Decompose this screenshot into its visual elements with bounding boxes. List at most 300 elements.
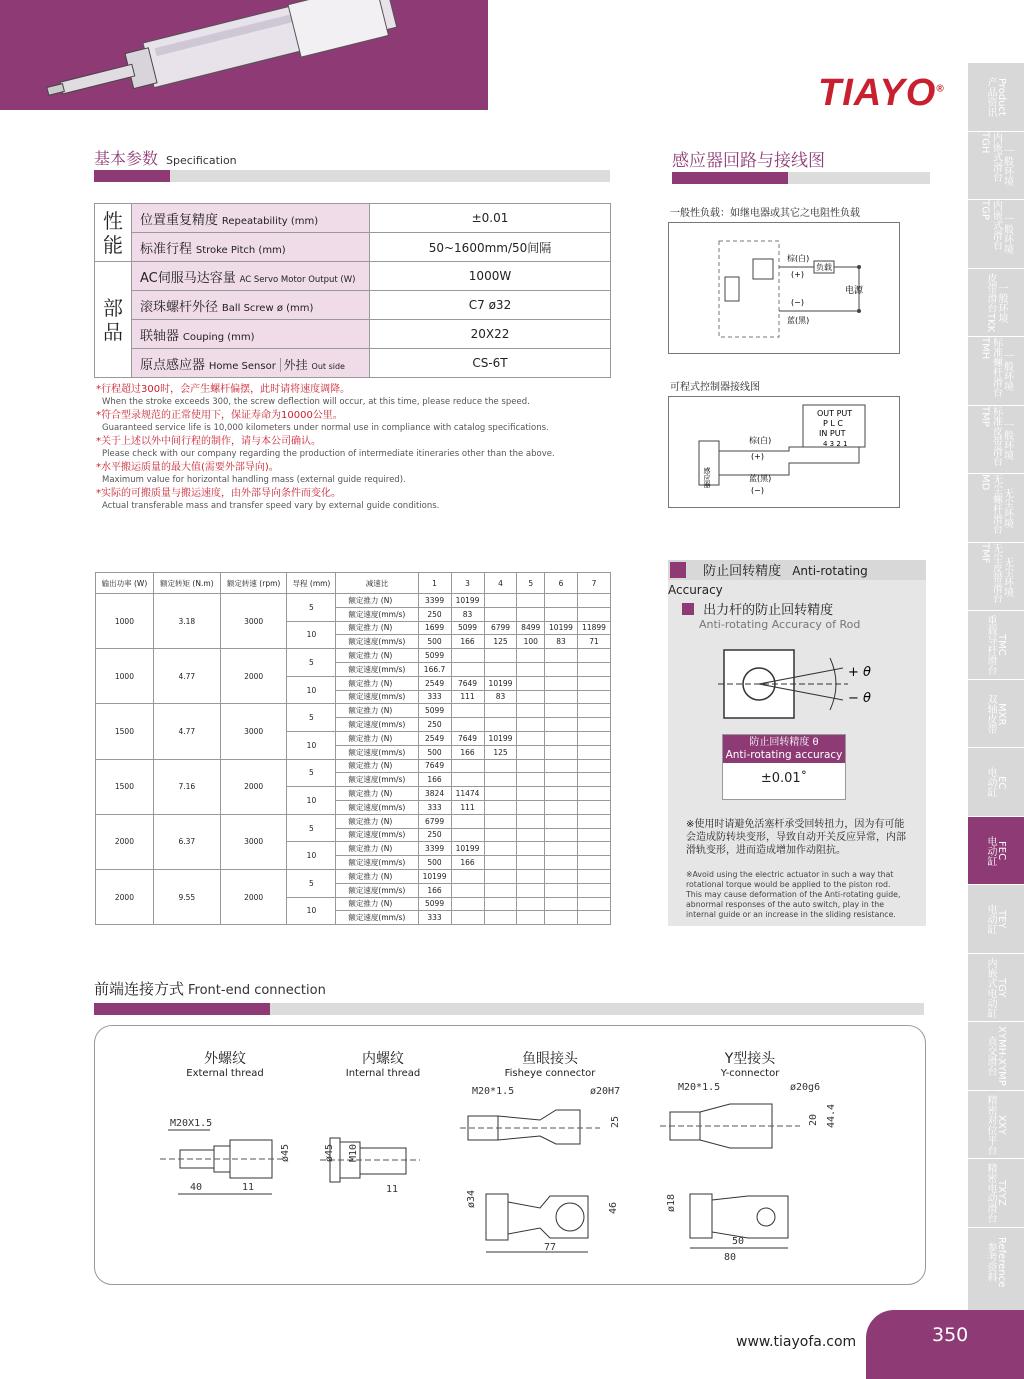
svg-text:(+): (+) <box>751 452 764 461</box>
svg-text:蓝(黑): 蓝(黑) <box>749 474 772 483</box>
spec-title-bar <box>94 170 610 182</box>
perf-cell-label: 额定推力 (N) <box>336 704 418 718</box>
perf-cell-value: 3399 <box>418 594 451 608</box>
perf-cell-value <box>484 814 517 828</box>
perf-cell-value: 7649 <box>418 759 451 773</box>
perf-cell-value <box>544 745 577 759</box>
side-tab-item[interactable] <box>968 336 1024 406</box>
perf-cell-value <box>484 828 517 842</box>
svg-text:40: 40 <box>190 1182 203 1193</box>
internal-thread-drawing <box>310 1110 430 1200</box>
perf-cell-value <box>577 759 610 773</box>
connector-title-internal: 内螺纹 Internal thread <box>345 1051 421 1079</box>
side-tab-label: 电动缸 <box>985 835 996 866</box>
svg-text:IN PUT: IN PUT <box>819 429 846 438</box>
svg-text:OUT PUT: OUT PUT <box>817 409 853 418</box>
perf-cell-value <box>544 800 577 814</box>
side-tab-label: 直交滑台 <box>985 1036 996 1077</box>
side-tab-item[interactable] <box>968 610 1024 680</box>
perf-cell-value <box>577 718 610 732</box>
side-tab-item[interactable] <box>968 199 1024 269</box>
note-item: *符合型录规范的正常使用下，保证寿命为10000公里。 Guaranteed service life is 10,000 kilometers under normal use in compliance with catalog specifications. <box>96 410 549 433</box>
side-tab-item[interactable] <box>968 268 1024 338</box>
perf-cell-value <box>577 607 610 621</box>
perf-cell-value <box>484 856 517 870</box>
svg-text:电源: 电源 <box>845 286 864 296</box>
perf-cell-value <box>451 911 484 925</box>
svg-text:ø45: ø45 <box>280 1143 291 1162</box>
spec-label: 位置重复精度 Repeatability (mm) <box>132 204 370 233</box>
perf-cell-value: 10199 <box>484 676 517 690</box>
side-tab-label: 无尘皮带滑台TMF <box>979 542 1002 603</box>
side-tab-label: 双轴皮带 <box>985 693 996 734</box>
perf-cell-value <box>544 814 577 828</box>
fisheye-connector-drawing <box>460 1082 630 1262</box>
side-tab-item[interactable] <box>968 1090 1024 1160</box>
perf-cell-value <box>484 911 517 925</box>
perf-cell-value: 6799 <box>418 814 451 828</box>
svg-text:负载: 负载 <box>816 263 832 272</box>
actuator-product-image <box>0 0 488 110</box>
perf-cell-value <box>577 676 610 690</box>
perf-cell-value <box>484 773 517 787</box>
perf-cell-value: 8499 <box>517 621 545 635</box>
perf-header-cell: 1 <box>418 573 451 594</box>
perf-row <box>96 649 611 663</box>
perf-cell-value: 5099 <box>418 649 451 663</box>
perf-header-cell: 3 <box>451 573 484 594</box>
perf-cell-value <box>517 594 545 608</box>
perf-cell-value <box>484 704 517 718</box>
perf-cell-value <box>544 856 577 870</box>
perf-cell-torque: 3.18 <box>153 594 220 649</box>
svg-text:(−): (−) <box>751 486 764 495</box>
perf-cell-value <box>484 607 517 621</box>
perf-cell-value <box>484 649 517 663</box>
footer-page-tab <box>866 1310 1024 1379</box>
perf-cell-lead: 5 <box>287 649 336 677</box>
perf-cell-value <box>517 897 545 911</box>
perf-cell-lead: 10 <box>287 897 336 925</box>
perf-cell-value <box>451 814 484 828</box>
connector-title-fisheye: 鱼眼接头 Fisheye connector <box>504 1051 596 1079</box>
svg-text:50: 50 <box>732 1236 745 1247</box>
perf-cell-value <box>544 594 577 608</box>
svg-text:棕(白): 棕(白) <box>749 436 772 445</box>
svg-text:ø20H7: ø20H7 <box>590 1086 621 1097</box>
perf-cell-value <box>484 662 517 676</box>
perf-cell-value <box>484 787 517 801</box>
perf-cell-value <box>577 649 610 663</box>
perf-cell-value <box>484 842 517 856</box>
perf-cell-value <box>517 842 545 856</box>
svg-text:蓝(黑): 蓝(黑) <box>787 316 810 325</box>
perf-cell-value: 83 <box>451 607 484 621</box>
svg-text:− θ: − θ <box>848 691 871 706</box>
perf-cell-lead: 5 <box>287 814 336 842</box>
perf-cell-value <box>484 718 517 732</box>
front-section-title: 前端连接方式 Front-end connection <box>94 980 326 998</box>
perf-cell-value: 500 <box>418 745 451 759</box>
perf-cell-value <box>577 594 610 608</box>
perf-cell-value <box>544 731 577 745</box>
perf-cell-value: 10199 <box>451 842 484 856</box>
plc-wiring-diagram <box>668 396 900 508</box>
perf-cell-lead: 5 <box>287 704 336 732</box>
perf-cell-value: 125 <box>484 635 517 649</box>
perf-header-cell: 输出功率 (W) <box>96 573 154 594</box>
note-item: *行程超过300时，会产生螺杆偏摆，此时请将速度调降。 When the stroke exceeds 300, the screw deflection will occur, at this time, please reduce the speed. <box>96 384 530 407</box>
perf-cell-value <box>517 773 545 787</box>
perf-cell-value <box>484 759 517 773</box>
anti-note-en: ※Avoid using the electric actuator in such a way that rotational torque would be applied to the piston rod. This may cause deformation of the Anti-rotating guide, abnormal responses of the auto switch, play in the internal guide or an increase in the sliding resistance. <box>686 870 901 919</box>
side-tab-item[interactable] <box>968 542 1024 612</box>
perf-header-cell: 减速比 <box>336 573 418 594</box>
footer-url: www.tiayofa.com <box>736 1334 857 1350</box>
perf-cell-value: 5099 <box>418 897 451 911</box>
side-tab-item[interactable] <box>968 131 1024 201</box>
perf-cell-lead: 5 <box>287 759 336 787</box>
side-tab-label: 标准螺杆滑台TMH <box>979 337 1002 397</box>
perf-cell-value: 166.7 <box>418 662 451 676</box>
perf-cell-value <box>544 897 577 911</box>
perf-cell-label: 额定推力 (N) <box>336 814 418 828</box>
perf-cell-value <box>451 883 484 897</box>
perf-cell-value <box>517 856 545 870</box>
perf-header-cell: 7 <box>577 573 610 594</box>
perf-cell-value <box>451 897 484 911</box>
connector-title-y: Y型接头 Y-connector <box>720 1051 780 1079</box>
perf-cell-value <box>517 828 545 842</box>
side-tab-sublabel: 一般环境 <box>1001 214 1013 255</box>
perf-cell-value <box>451 773 484 787</box>
svg-text:ø18: ø18 <box>666 1193 677 1212</box>
perf-cell-value: 10199 <box>418 869 451 883</box>
perf-cell-value: 166 <box>451 856 484 870</box>
perf-cell-lead: 10 <box>287 676 336 704</box>
perf-cell-value: 100 <box>517 635 545 649</box>
perf-cell-value <box>484 800 517 814</box>
side-tab-sublabel: FEC <box>996 841 1007 861</box>
spec-value: 20X22 <box>370 320 611 349</box>
perf-cell-rpm: 2000 <box>220 759 287 814</box>
side-tab-label: 精密对位平台 <box>985 1094 996 1155</box>
perf-cell-value: 10199 <box>484 731 517 745</box>
spec-group-performance: 性能 <box>95 204 132 262</box>
perf-cell-value <box>577 787 610 801</box>
spec-notes <box>96 384 616 512</box>
perf-cell-value <box>577 704 610 718</box>
side-tab-label: 电动缸 <box>985 767 996 798</box>
perf-cell-value <box>577 814 610 828</box>
side-tab-sublabel: 一般环境 <box>1001 419 1013 460</box>
svg-text:ø34: ø34 <box>466 1189 477 1208</box>
spec-label: 原点感应器 Home Sensor 外挂 Out side <box>132 349 370 378</box>
perf-cell-value: 500 <box>418 635 451 649</box>
perf-row <box>96 869 611 883</box>
perf-cell-value <box>577 911 610 925</box>
perf-cell-value <box>577 869 610 883</box>
perf-cell-value <box>544 842 577 856</box>
perf-cell-label: 额定推力 (N) <box>336 731 418 745</box>
perf-cell-value <box>484 897 517 911</box>
perf-cell-value: 3399 <box>418 842 451 856</box>
side-tab-item[interactable] <box>968 1021 1024 1091</box>
perf-cell-label: 额定速度(mm/s) <box>336 828 418 842</box>
side-tab-label: 产品资讯 <box>985 77 996 118</box>
perf-cell-lead: 10 <box>287 842 336 870</box>
perf-header-cell: 额定转矩 (N.m) <box>153 573 220 594</box>
perf-cell-value <box>577 897 610 911</box>
perf-cell-value <box>544 662 577 676</box>
spec-value: 50~1600mm/50间隔 <box>370 233 611 262</box>
perf-cell-value <box>544 869 577 883</box>
svg-text:4 3 2 1: 4 3 2 1 <box>823 440 848 448</box>
perf-cell-label: 额定速度(mm/s) <box>336 773 418 787</box>
perf-cell-label: 额定推力 (N) <box>336 594 418 608</box>
perf-cell-value <box>451 828 484 842</box>
perf-row <box>96 759 611 773</box>
svg-text:感应器: 感应器 <box>703 467 711 488</box>
perf-cell-label: 额定速度(mm/s) <box>336 635 418 649</box>
perf-cell-value <box>517 869 545 883</box>
perf-cell-value <box>517 731 545 745</box>
svg-text:P L C: P L C <box>823 419 843 428</box>
perf-cell-value: 125 <box>484 745 517 759</box>
perf-cell-value: 166 <box>418 773 451 787</box>
side-tab-label: 无尘螺杆滑台MD <box>979 474 1002 534</box>
perf-cell-value <box>517 704 545 718</box>
side-tab-sublabel: EC <box>996 775 1007 789</box>
spec-section-title: 基本参数 Specification <box>94 149 237 168</box>
perf-cell-label: 额定推力 (N) <box>336 869 418 883</box>
perf-cell-value <box>517 718 545 732</box>
spec-group-parts: 部品 <box>95 262 132 378</box>
perf-cell-torque: 4.77 <box>153 704 220 759</box>
sensor-title-bar <box>672 172 930 184</box>
connector-title-external: 外螺纹 External thread <box>186 1051 264 1079</box>
perf-cell-value: 1699 <box>418 621 451 635</box>
perf-cell-value <box>544 607 577 621</box>
perf-cell-value <box>544 828 577 842</box>
perf-cell-value: 10199 <box>451 594 484 608</box>
svg-text:M20*1.5: M20*1.5 <box>472 1086 515 1097</box>
perf-cell-value <box>451 718 484 732</box>
perf-cell-value: 10199 <box>544 621 577 635</box>
perf-cell-lead: 10 <box>287 621 336 649</box>
perf-header-cell: 5 <box>517 573 545 594</box>
svg-text:25: 25 <box>610 1115 621 1128</box>
side-tab-sublabel: TXYZ <box>996 1180 1007 1207</box>
perf-cell-power: 1000 <box>96 649 154 704</box>
perf-cell-value: 166 <box>451 745 484 759</box>
perf-cell-value <box>577 690 610 704</box>
perf-cell-value <box>517 911 545 925</box>
side-tab-sublabel: Reference <box>996 1236 1007 1287</box>
side-tab-item[interactable] <box>968 62 1024 132</box>
perf-cell-rpm: 3000 <box>220 814 287 869</box>
perf-cell-value <box>577 745 610 759</box>
perf-cell-value: 250 <box>418 828 451 842</box>
perf-cell-label: 额定推力 (N) <box>336 621 418 635</box>
side-tab-sublabel: TMC <box>996 634 1007 657</box>
spec-label: 标准行程 Stroke Pitch (mm) <box>132 233 370 262</box>
side-tab-sublabel: MXR <box>996 702 1007 725</box>
perf-cell-power: 1500 <box>96 759 154 814</box>
spec-label: 滚珠螺杆外径 Ball Screw ø (mm) <box>132 291 370 320</box>
side-tab-label: 内嵌式滑台TGP <box>979 200 1002 250</box>
note-item: *实际的可搬质量与搬运速度，由外部导向条件而变化。 Actual transferable mass and transfer speed vary by external guide conditions. <box>96 488 440 511</box>
perf-cell-value <box>544 718 577 732</box>
perf-cell-value <box>577 842 610 856</box>
perf-cell-torque: 6.37 <box>153 814 220 869</box>
perf-cell-value <box>451 649 484 663</box>
perf-cell-value <box>577 662 610 676</box>
svg-text:(+): (+) <box>791 270 804 279</box>
svg-text:80: 80 <box>724 1252 737 1262</box>
side-tab-item[interactable] <box>968 473 1024 543</box>
spec-value: ±0.01 <box>370 204 611 233</box>
spec-table <box>94 203 611 378</box>
brand-logo: TIAYO® <box>818 72 945 114</box>
perf-cell-value: 83 <box>484 690 517 704</box>
perf-cell-value <box>517 649 545 663</box>
perf-cell-value <box>517 745 545 759</box>
svg-text:20: 20 <box>808 1113 819 1126</box>
spec-value: 1000W <box>370 262 611 291</box>
svg-text:(−): (−) <box>791 298 804 307</box>
perf-cell-value: 5099 <box>418 704 451 718</box>
side-tab-item[interactable] <box>968 679 1024 749</box>
perf-cell-label: 额定速度(mm/s) <box>336 883 418 897</box>
side-tab-label: 精密电动滑台 <box>985 1163 996 1224</box>
perf-cell-value <box>544 676 577 690</box>
perf-cell-label: 额定速度(mm/s) <box>336 856 418 870</box>
perf-cell-value <box>544 911 577 925</box>
perf-cell-value <box>517 787 545 801</box>
perf-cell-value <box>544 690 577 704</box>
perf-cell-power: 2000 <box>96 869 154 924</box>
side-tab-item[interactable] <box>968 747 1024 817</box>
perf-cell-value <box>544 883 577 897</box>
perf-cell-value: 5099 <box>451 621 484 635</box>
perf-cell-value: 333 <box>418 800 451 814</box>
perf-cell-value: 7649 <box>451 676 484 690</box>
perf-cell-rpm: 3000 <box>220 704 287 759</box>
perf-cell-value <box>451 662 484 676</box>
side-tab-sublabel: 一般环境 <box>1001 145 1013 186</box>
side-tab-item[interactable] <box>968 953 1024 1023</box>
svg-text:11: 11 <box>386 1184 399 1195</box>
perf-cell-value: 6799 <box>484 621 517 635</box>
anti-accuracy-box: 防止回转精度 θ Anti-rotating accuracy ±0.01˚ <box>722 734 846 800</box>
perf-cell-value: 250 <box>418 607 451 621</box>
svg-text:46: 46 <box>608 1201 619 1214</box>
anti-title-bar: 防止回转精度 Anti-rotating Accuracy <box>668 560 926 580</box>
svg-text:11: 11 <box>242 1182 255 1193</box>
perf-cell-value: 11474 <box>451 787 484 801</box>
perf-cell-lead: 5 <box>287 594 336 622</box>
perf-cell-value <box>484 594 517 608</box>
perf-cell-value <box>451 869 484 883</box>
perf-cell-lead: 5 <box>287 869 336 897</box>
side-tab-sublabel: XYMH-XYMP <box>996 1026 1007 1087</box>
side-tab-item[interactable] <box>968 816 1024 886</box>
perf-cell-value: 2549 <box>418 731 451 745</box>
perf-cell-value <box>451 704 484 718</box>
svg-text:ø20g6: ø20g6 <box>790 1082 821 1093</box>
perf-cell-rpm: 3000 <box>220 594 287 649</box>
header-banner <box>0 0 488 110</box>
side-tab-item[interactable] <box>968 884 1024 954</box>
side-tab-item[interactable] <box>968 1158 1024 1228</box>
side-tab-item[interactable] <box>968 405 1024 475</box>
perf-cell-value <box>517 676 545 690</box>
perf-cell-value <box>517 814 545 828</box>
perf-cell-value: 3824 <box>418 787 451 801</box>
perf-cell-value <box>577 800 610 814</box>
perf-cell-value <box>517 607 545 621</box>
perf-cell-label: 额定推力 (N) <box>336 787 418 801</box>
side-tab-label: 标准皮带滑台TMP <box>979 405 1002 466</box>
side-tab-label: 电动缸 <box>985 904 996 935</box>
svg-text:77: 77 <box>544 1242 557 1253</box>
note-item: *关于上述以外中间行程的制作，请与本公司确认。 Please check with our company regarding the production of intermediate itineraries other than the above. <box>96 436 555 459</box>
spec-value: C7 ø32 <box>370 291 611 320</box>
perf-cell-label: 额定推力 (N) <box>336 759 418 773</box>
side-tab-item[interactable] <box>968 1227 1024 1297</box>
perf-cell-lead: 10 <box>287 731 336 759</box>
perf-cell-label: 额定推力 (N) <box>336 649 418 663</box>
side-tab-label: 参考资料 <box>985 1241 996 1282</box>
perf-cell-value <box>484 869 517 883</box>
perf-cell-value <box>544 759 577 773</box>
perf-cell-value: 250 <box>418 718 451 732</box>
svg-text:M20X1.5: M20X1.5 <box>170 1118 213 1129</box>
svg-text:+ θ: + θ <box>848 665 871 680</box>
side-tab-label: 皮带滑台TKK <box>985 273 996 333</box>
perf-cell-value <box>544 649 577 663</box>
perf-cell-value: 500 <box>418 856 451 870</box>
perf-cell-value: 166 <box>418 883 451 897</box>
perf-cell-label: 额定速度(mm/s) <box>336 911 418 925</box>
perf-cell-rpm: 2000 <box>220 869 287 924</box>
perf-row <box>96 594 611 608</box>
svg-text:M10: M10 <box>348 1143 359 1162</box>
perf-row <box>96 814 611 828</box>
side-tab-label: 内嵌式滑台TGH <box>979 131 1002 182</box>
perf-header-cell: 4 <box>484 573 517 594</box>
perf-cell-value: 333 <box>418 690 451 704</box>
side-tab-sublabel: 无尘环境 <box>1001 556 1013 597</box>
perf-cell-torque: 9.55 <box>153 869 220 924</box>
side-tab-sublabel: XXY <box>996 1114 1007 1135</box>
y-connector-drawing <box>660 1082 840 1262</box>
svg-text:棕(白): 棕(白) <box>787 254 810 263</box>
side-tab-sublabel: 一般环境 <box>996 282 1007 323</box>
perf-header-cell: 额定转速 (rpm) <box>220 573 287 594</box>
perf-cell-value <box>517 759 545 773</box>
anti-note-zh: ※使用时请避免活塞杆承受回转扭力，因为有可能会造成防转块变形，导致自动开关反应异常，内部滑轨变形，进而造成增加作动阻抗。 <box>686 819 906 856</box>
side-tab-sublabel: 一般环境 <box>1001 351 1013 392</box>
perf-cell-value <box>577 856 610 870</box>
side-tab-sublabel: TGY <box>996 978 1007 998</box>
perf-cell-value <box>517 690 545 704</box>
note-item: *水平搬运质量的最大值(需要外部导向)。 Maximum value for horizontal handling mass (external guide required). <box>96 462 406 485</box>
external-thread-drawing <box>160 1110 300 1200</box>
side-tab-label: 内嵌式电动缸 <box>985 957 996 1018</box>
perf-cell-label: 额定速度(mm/s) <box>336 690 418 704</box>
